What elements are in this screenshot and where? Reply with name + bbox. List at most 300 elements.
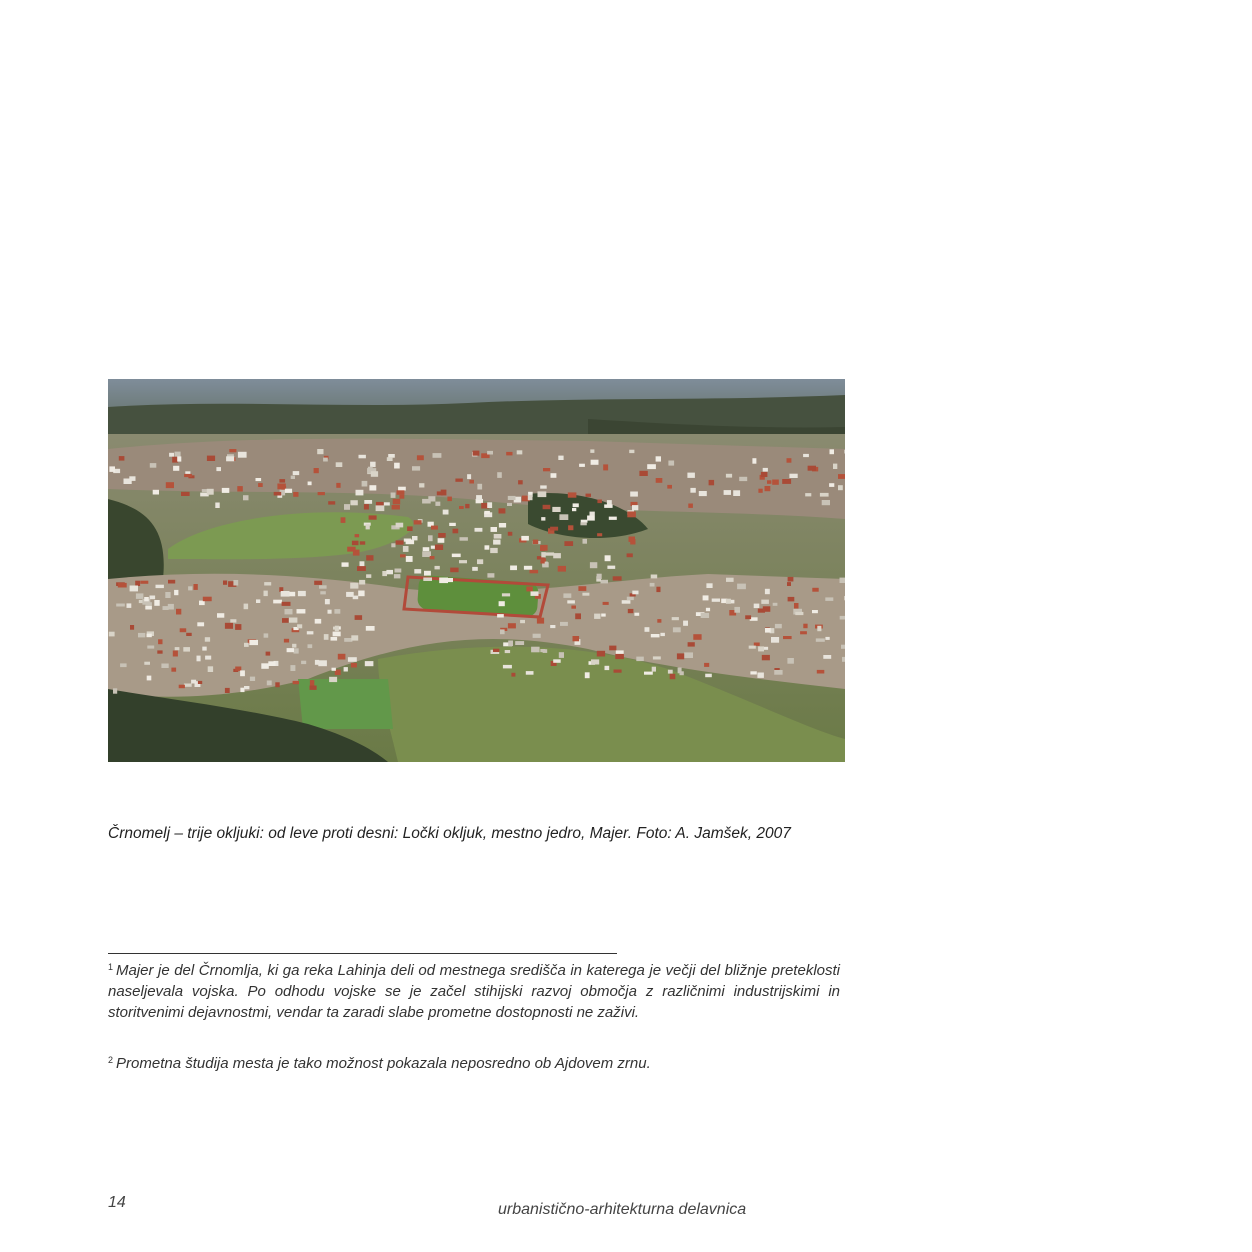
house-texture <box>526 587 532 592</box>
house-texture <box>225 688 230 693</box>
house-texture <box>816 638 825 641</box>
house-texture <box>166 482 174 488</box>
house-texture <box>829 483 834 487</box>
house-texture <box>772 480 779 485</box>
house-texture <box>336 462 343 467</box>
house-texture <box>109 632 115 637</box>
house-texture <box>435 502 440 506</box>
house-texture <box>487 573 494 577</box>
house-texture <box>553 659 561 663</box>
house-texture <box>347 547 355 552</box>
house-texture <box>767 480 771 484</box>
house-texture <box>215 503 219 509</box>
house-texture <box>391 493 396 498</box>
house-texture <box>737 584 746 590</box>
house-texture <box>597 500 602 504</box>
house-texture <box>376 505 385 511</box>
house-texture <box>672 617 679 620</box>
house-texture <box>704 663 709 667</box>
house-texture <box>314 581 322 585</box>
house-texture <box>264 633 269 637</box>
house-texture <box>297 609 306 613</box>
house-texture <box>587 516 595 521</box>
house-texture <box>369 485 376 490</box>
house-texture <box>607 566 615 569</box>
house-texture <box>310 686 317 690</box>
house-texture <box>323 458 328 462</box>
house-texture <box>366 555 373 560</box>
house-texture <box>452 554 461 558</box>
house-texture <box>745 615 751 619</box>
house-texture <box>558 456 563 460</box>
house-texture <box>109 466 115 472</box>
house-texture <box>285 489 292 493</box>
house-texture <box>511 673 515 677</box>
house-texture <box>627 553 633 557</box>
house-texture <box>147 676 152 681</box>
house-texture <box>308 644 313 648</box>
house-texture <box>388 454 395 458</box>
house-texture <box>351 635 358 640</box>
house-texture <box>761 600 769 604</box>
house-texture <box>366 524 370 529</box>
house-texture <box>508 496 516 500</box>
house-texture <box>237 486 243 491</box>
house-texture <box>817 626 821 631</box>
house-texture <box>168 604 174 610</box>
house-texture <box>230 619 236 622</box>
house-texture <box>473 451 480 456</box>
house-texture <box>244 604 249 610</box>
house-texture <box>292 644 296 648</box>
house-texture <box>163 606 169 610</box>
house-texture <box>129 476 135 481</box>
house-texture <box>118 583 127 588</box>
house-texture <box>328 501 335 504</box>
house-texture <box>484 511 490 514</box>
house-texture <box>261 663 269 669</box>
house-texture <box>423 547 430 551</box>
house-texture <box>465 504 469 508</box>
house-texture <box>350 500 357 505</box>
house-texture <box>494 534 502 539</box>
house-texture <box>460 537 468 541</box>
house-texture <box>366 574 371 578</box>
footnote-marker: 2 <box>108 1055 114 1065</box>
house-texture <box>438 538 445 543</box>
house-texture <box>497 472 502 478</box>
house-texture <box>289 618 297 623</box>
house-texture <box>319 585 327 588</box>
house-texture <box>508 623 516 628</box>
house-texture <box>293 471 300 475</box>
house-texture <box>825 597 833 601</box>
house-texture <box>223 581 227 585</box>
house-texture <box>290 665 295 671</box>
house-texture <box>291 476 295 479</box>
house-texture <box>758 489 762 493</box>
house-texture <box>597 651 605 657</box>
house-texture <box>435 545 443 551</box>
house-texture <box>467 474 471 479</box>
house-texture <box>453 529 459 534</box>
house-texture <box>398 487 406 491</box>
house-texture <box>551 473 557 478</box>
house-texture <box>575 613 581 619</box>
house-texture <box>397 490 405 495</box>
house-texture <box>428 496 435 501</box>
footnote-separator <box>108 953 617 954</box>
house-texture <box>820 493 829 497</box>
house-texture <box>844 596 845 600</box>
house-texture <box>176 609 181 615</box>
house-texture <box>472 567 478 571</box>
house-texture <box>294 648 299 653</box>
house-texture <box>508 532 513 536</box>
house-texture <box>199 601 205 606</box>
photo-caption: Črnomelj – trije okljuki: od leve proti desni: Ločki okljuk, mestno jedro, Majer. Foto: A. Jamšek, 2007 <box>108 825 791 842</box>
house-texture <box>156 585 164 588</box>
house-texture <box>395 569 402 573</box>
house-texture <box>581 520 588 523</box>
house-texture <box>550 527 558 531</box>
house-texture <box>364 500 372 504</box>
house-texture <box>225 623 233 629</box>
aerial-photo-illustration <box>108 379 845 762</box>
house-texture <box>358 591 364 597</box>
house-texture <box>765 589 770 594</box>
house-texture <box>449 523 456 526</box>
house-texture <box>822 500 830 505</box>
house-texture <box>438 533 446 538</box>
house-texture <box>197 622 204 626</box>
house-texture <box>394 463 400 469</box>
house-texture <box>754 604 760 609</box>
house-texture <box>173 466 179 471</box>
house-texture <box>175 647 180 650</box>
house-texture <box>273 600 282 604</box>
house-texture <box>586 494 592 497</box>
house-texture <box>543 505 551 509</box>
house-texture <box>794 603 799 609</box>
house-texture <box>603 602 609 605</box>
house-texture <box>668 461 674 466</box>
house-texture <box>297 624 302 628</box>
house-texture <box>205 656 211 660</box>
house-texture <box>450 568 458 573</box>
house-texture <box>386 570 393 574</box>
house-texture <box>763 606 771 612</box>
house-texture <box>667 485 672 489</box>
house-texture <box>268 661 275 666</box>
house-texture <box>181 492 190 496</box>
house-texture <box>656 456 661 461</box>
house-texture <box>505 650 510 653</box>
house-texture <box>359 455 366 459</box>
house-texture <box>688 504 693 508</box>
house-texture <box>391 543 395 547</box>
house-texture <box>787 458 792 463</box>
house-texture <box>433 453 442 458</box>
house-texture <box>281 591 290 597</box>
house-texture <box>510 566 517 571</box>
house-texture <box>690 488 695 493</box>
house-texture <box>186 633 192 636</box>
house-texture <box>507 503 512 506</box>
house-texture <box>350 583 358 589</box>
house-texture <box>400 554 406 557</box>
house-texture <box>293 492 298 497</box>
house-texture <box>130 586 138 592</box>
footnote-marker: 1 <box>108 962 114 972</box>
house-texture <box>328 610 332 614</box>
house-texture <box>419 483 424 487</box>
house-texture <box>412 536 418 540</box>
house-texture <box>644 672 653 675</box>
house-texture <box>406 556 413 562</box>
house-texture <box>601 580 609 584</box>
house-texture <box>127 603 132 608</box>
house-texture <box>706 608 710 611</box>
house-texture <box>499 523 506 528</box>
house-texture <box>274 492 282 496</box>
house-texture <box>622 600 631 604</box>
house-texture <box>680 671 684 675</box>
house-texture <box>476 495 482 500</box>
house-texture <box>632 505 638 510</box>
house-texture <box>568 492 577 497</box>
house-texture <box>651 634 660 637</box>
house-texture <box>583 539 588 544</box>
house-texture <box>359 580 365 585</box>
house-texture <box>703 595 709 600</box>
house-texture <box>475 528 483 532</box>
house-texture <box>754 643 760 646</box>
house-texture <box>439 578 448 584</box>
house-texture <box>443 510 449 515</box>
house-texture <box>752 458 756 464</box>
house-texture <box>533 540 538 545</box>
house-texture <box>590 512 595 516</box>
house-texture <box>153 490 159 495</box>
house-texture <box>371 471 378 477</box>
house-texture <box>168 580 175 584</box>
house-texture <box>477 484 482 490</box>
house-texture <box>334 609 340 614</box>
house-texture <box>670 674 676 679</box>
house-texture <box>324 634 329 640</box>
house-texture <box>455 479 462 482</box>
house-texture <box>830 449 835 454</box>
house-texture <box>609 517 617 520</box>
house-texture <box>249 640 258 645</box>
house-texture <box>493 540 500 545</box>
house-texture <box>412 466 420 470</box>
house-texture <box>590 449 594 453</box>
house-texture <box>773 603 778 606</box>
house-texture <box>314 468 319 473</box>
house-texture <box>424 571 431 576</box>
house-texture <box>543 468 550 471</box>
house-texture <box>629 450 634 453</box>
house-texture <box>229 449 236 452</box>
house-texture <box>144 662 150 665</box>
house-texture <box>331 637 338 641</box>
house-texture <box>812 588 818 592</box>
house-texture <box>369 515 377 519</box>
house-texture <box>202 647 206 651</box>
house-texture <box>687 473 695 478</box>
house-texture <box>750 671 756 674</box>
house-texture <box>485 545 490 549</box>
house-texture <box>688 642 695 646</box>
house-texture <box>370 462 376 467</box>
house-texture <box>650 583 655 587</box>
house-texture <box>344 504 350 510</box>
house-texture <box>346 592 354 597</box>
house-texture <box>629 537 636 542</box>
house-texture <box>352 541 359 546</box>
house-texture <box>517 450 523 454</box>
house-texture <box>765 486 771 491</box>
house-texture <box>520 620 525 623</box>
house-texture <box>726 599 731 604</box>
house-texture <box>568 525 573 530</box>
house-texture <box>597 533 602 536</box>
house-texture <box>560 622 568 626</box>
house-texture <box>652 667 656 672</box>
house-texture <box>528 495 533 501</box>
footnote-text: Prometna študija mesta je tako možnost pokazala neposredno ob Ajdovem zrnu. <box>116 1055 651 1072</box>
house-texture <box>563 593 571 598</box>
house-texture <box>840 616 845 620</box>
house-texture <box>487 451 493 455</box>
house-texture <box>774 670 782 675</box>
house-texture <box>341 517 346 523</box>
house-texture <box>318 492 325 495</box>
house-texture <box>356 490 364 496</box>
house-texture <box>174 590 178 595</box>
house-texture <box>130 625 134 630</box>
house-texture <box>194 584 198 590</box>
house-texture <box>422 551 431 557</box>
house-texture <box>636 657 644 662</box>
house-texture <box>497 614 504 617</box>
house-texture <box>490 548 498 553</box>
house-texture <box>435 566 440 570</box>
house-texture <box>838 485 843 490</box>
house-texture <box>177 456 181 461</box>
house-texture <box>113 688 117 693</box>
house-texture <box>518 480 523 484</box>
house-texture <box>120 663 127 667</box>
house-texture <box>222 488 230 493</box>
house-texture <box>558 566 566 572</box>
house-texture <box>256 599 260 603</box>
house-texture <box>787 582 791 586</box>
house-texture <box>699 491 707 496</box>
house-texture <box>264 582 271 585</box>
house-texture <box>150 463 157 468</box>
house-texture <box>540 546 545 551</box>
house-texture <box>355 534 360 537</box>
house-texture <box>533 634 541 638</box>
house-texture <box>614 670 622 673</box>
house-texture <box>591 659 599 664</box>
house-texture <box>183 647 190 652</box>
house-texture <box>298 591 306 596</box>
house-texture <box>564 541 573 546</box>
house-texture <box>138 633 145 638</box>
house-texture <box>240 670 245 676</box>
house-texture <box>216 467 221 471</box>
house-texture <box>651 575 658 579</box>
house-texture <box>597 574 602 579</box>
house-texture <box>552 507 560 512</box>
house-texture <box>788 577 794 582</box>
house-texture <box>788 597 795 602</box>
house-texture <box>758 646 764 651</box>
house-texture <box>332 668 336 671</box>
house-texture <box>414 569 421 573</box>
house-texture <box>541 552 545 557</box>
house-texture <box>502 593 510 596</box>
house-texture <box>477 559 483 564</box>
house-texture <box>240 688 244 692</box>
house-texture <box>677 653 684 659</box>
house-texture <box>749 646 756 649</box>
house-texture <box>157 650 162 653</box>
house-texture <box>841 645 845 649</box>
house-texture <box>179 685 185 689</box>
house-texture <box>838 474 845 479</box>
house-texture <box>301 661 306 664</box>
house-texture <box>357 566 366 571</box>
house-texture <box>553 553 561 558</box>
house-texture <box>396 540 404 544</box>
house-texture <box>226 456 234 461</box>
house-texture <box>355 615 363 620</box>
house-texture <box>184 474 192 477</box>
house-texture <box>207 456 215 461</box>
house-texture <box>803 454 809 457</box>
house-texture <box>782 479 791 484</box>
house-texture <box>609 646 616 651</box>
house-texture <box>840 578 846 583</box>
house-texture <box>787 658 794 664</box>
house-texture <box>812 610 818 613</box>
house-texture <box>154 600 159 606</box>
house-texture <box>382 571 387 576</box>
house-texture <box>503 665 512 669</box>
house-texture <box>531 591 539 596</box>
house-texture <box>763 468 768 472</box>
house-texture <box>800 631 807 634</box>
house-texture <box>550 625 555 628</box>
house-texture <box>198 681 202 684</box>
house-texture <box>329 677 337 682</box>
house-texture <box>582 593 589 596</box>
house-texture <box>601 614 606 617</box>
house-texture <box>364 504 369 509</box>
house-texture <box>387 457 393 461</box>
house-texture <box>765 628 771 633</box>
house-texture <box>342 562 349 566</box>
house-texture <box>344 667 348 671</box>
house-texture <box>150 596 156 600</box>
house-texture <box>287 648 294 652</box>
house-texture <box>683 621 688 626</box>
